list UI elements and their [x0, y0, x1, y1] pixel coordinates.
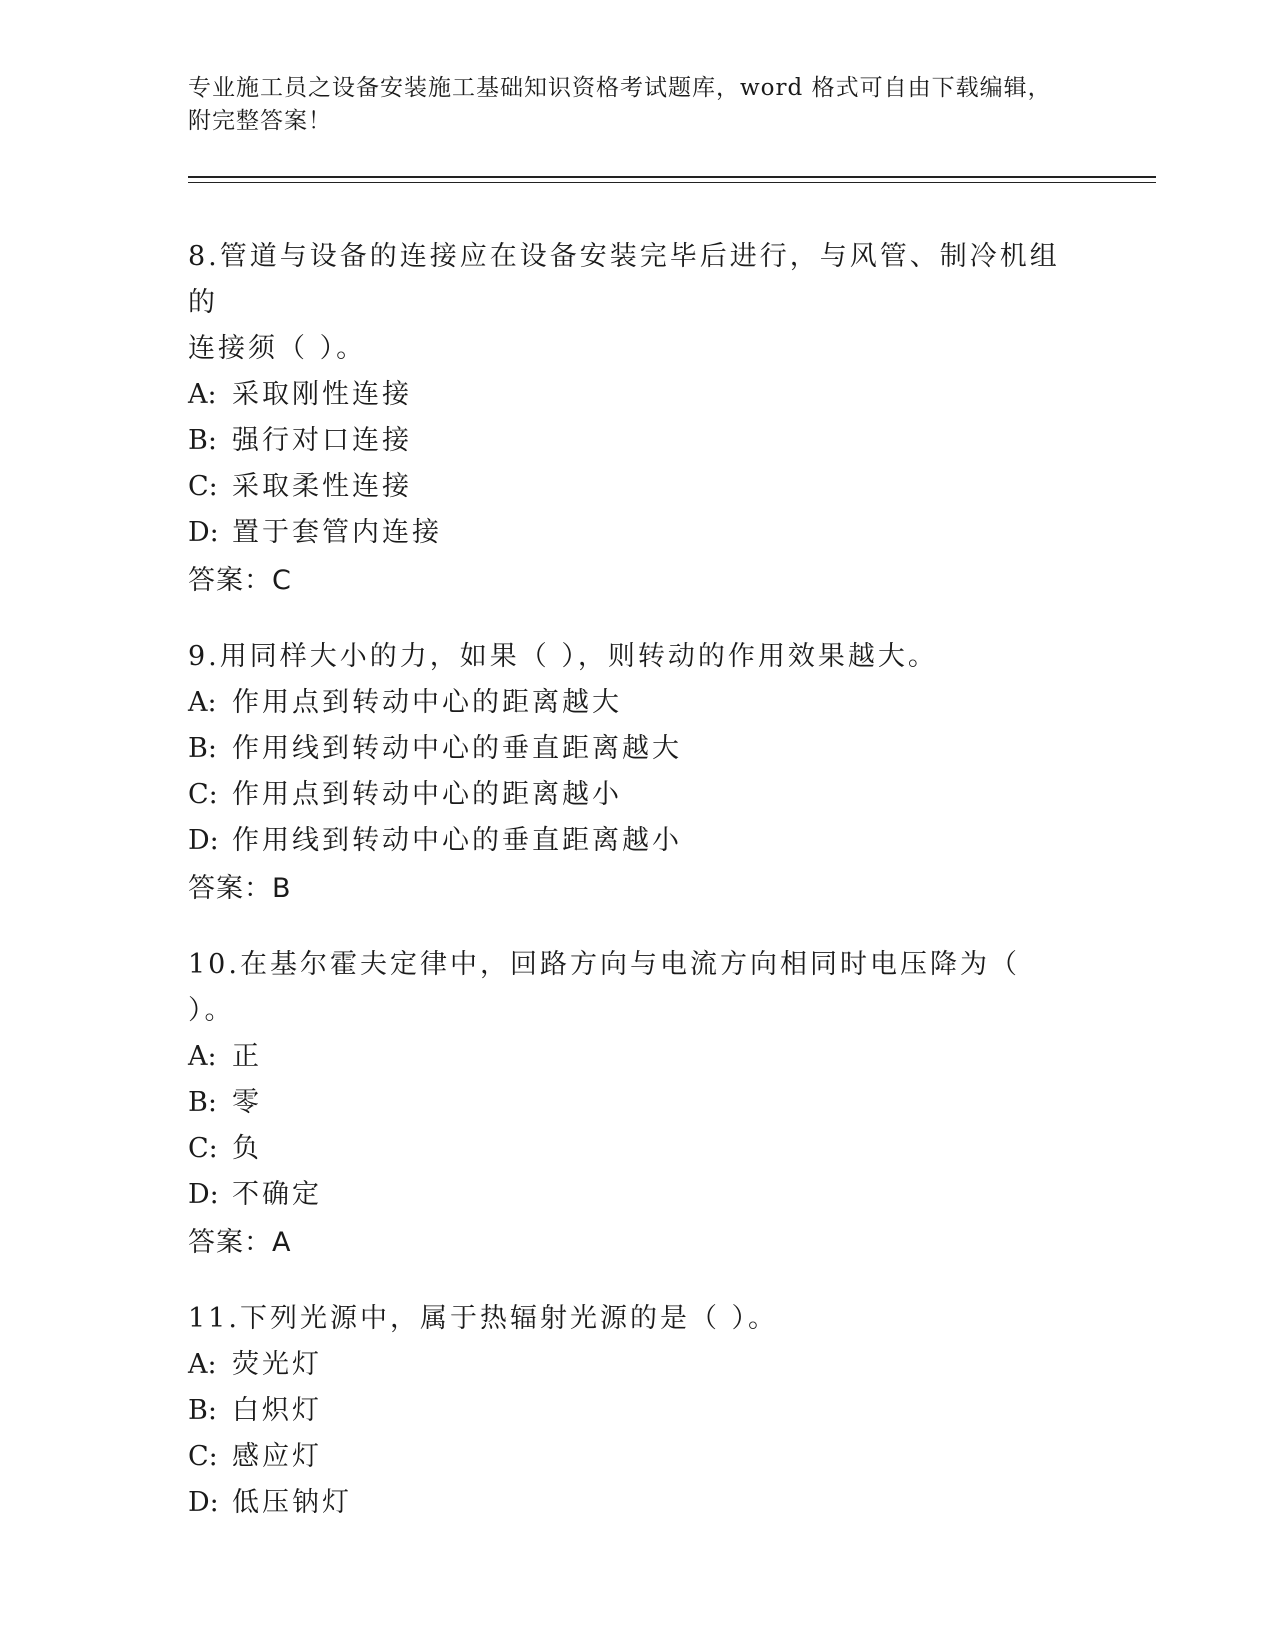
- option-text: 零: [232, 1087, 262, 1118]
- option-letter: C:: [188, 1441, 218, 1472]
- option-b: [188, 418, 1156, 464]
- answer-label: 答案：B: [188, 873, 292, 904]
- option-letter: A:: [188, 1041, 217, 1072]
- option-letter: D:: [188, 825, 219, 856]
- option-text: 作用线到转动中心的垂直距离越小: [232, 825, 682, 856]
- option-text: 白炽灯: [232, 1395, 322, 1426]
- option-letter: D:: [188, 1179, 219, 1210]
- option-letter: B:: [188, 1087, 217, 1118]
- option-d: [188, 1480, 1156, 1526]
- option-c: [188, 1434, 1156, 1480]
- option-text: 置于套管内连接: [232, 517, 442, 548]
- option-d: [188, 818, 1156, 864]
- option-c: [188, 772, 1156, 818]
- option-c: [188, 1126, 1156, 1172]
- option-b: [188, 726, 1156, 772]
- option-letter: A:: [188, 379, 217, 410]
- option-letter: B:: [188, 733, 217, 764]
- option-letter: A:: [188, 1349, 217, 1380]
- question-10: [188, 942, 1156, 1266]
- question-stem: [188, 234, 1068, 372]
- question-8: [188, 234, 1156, 604]
- question-stem: [188, 634, 1068, 680]
- option-d: [188, 510, 1156, 556]
- option-text: 不确定: [232, 1179, 322, 1210]
- question-9: [188, 634, 1156, 912]
- option-letter: B:: [188, 1395, 217, 1426]
- question-list: [188, 234, 1156, 1556]
- option-a: [188, 1034, 1156, 1080]
- option-letter: C:: [188, 1133, 218, 1164]
- option-b: [188, 1080, 1156, 1126]
- option-text: 感应灯: [232, 1441, 322, 1472]
- option-text: 作用点到转动中心的距离越大: [232, 687, 622, 718]
- stem-line: 连接须（ ）。: [188, 333, 367, 364]
- option-text: 采取刚性连接: [232, 379, 412, 410]
- question-stem: [188, 942, 1068, 1034]
- header-line-2: 附完整答案！: [188, 108, 332, 134]
- option-letter: D:: [188, 1487, 219, 1518]
- question-stem: [188, 1296, 1068, 1342]
- option-letter: B:: [188, 425, 217, 456]
- option-text: 正: [232, 1041, 262, 1072]
- option-c: [188, 464, 1156, 510]
- option-letter: C:: [188, 779, 218, 810]
- option-text: 采取柔性连接: [232, 471, 412, 502]
- answer-label: 答案：A: [188, 1227, 292, 1258]
- option-text: 负: [232, 1133, 262, 1164]
- answer-label: 答案：C: [188, 565, 292, 596]
- document-header: [188, 72, 1088, 138]
- option-text: 低压钠灯: [232, 1487, 352, 1518]
- option-text: 作用线到转动中心的垂直距离越大: [232, 733, 682, 764]
- option-a: [188, 1342, 1156, 1388]
- option-letter: C:: [188, 471, 218, 502]
- header-divider-thin: [188, 182, 1156, 183]
- option-d: [188, 1172, 1156, 1218]
- question-11: [188, 1296, 1156, 1526]
- stem-line: 9.用同样大小的力，如果（ ），则转动的作用效果越大。: [188, 641, 938, 672]
- option-b: [188, 1388, 1156, 1434]
- option-a: [188, 680, 1156, 726]
- option-text: 荧光灯: [232, 1349, 322, 1380]
- stem-line: 11.下列光源中，属于热辐射光源的是（ ）。: [188, 1303, 779, 1334]
- option-letter: D:: [188, 517, 219, 548]
- stem-line: 10.在基尔霍夫定律中，回路方向与电流方向相同时电压降为（ ）。: [188, 949, 1020, 1026]
- header-line-1: 专业施工员之设备安装施工基础知识资格考试题库，word 格式可自由下载编辑，: [188, 75, 1052, 101]
- option-text: 作用点到转动中心的距离越小: [232, 779, 622, 810]
- option-a: [188, 372, 1156, 418]
- header-divider-thick: [188, 176, 1156, 178]
- option-text: 强行对口连接: [232, 425, 412, 456]
- stem-line: 8.管道与设备的连接应在设备安装完毕后进行，与风管、制冷机组的: [188, 241, 1060, 318]
- option-letter: A:: [188, 687, 217, 718]
